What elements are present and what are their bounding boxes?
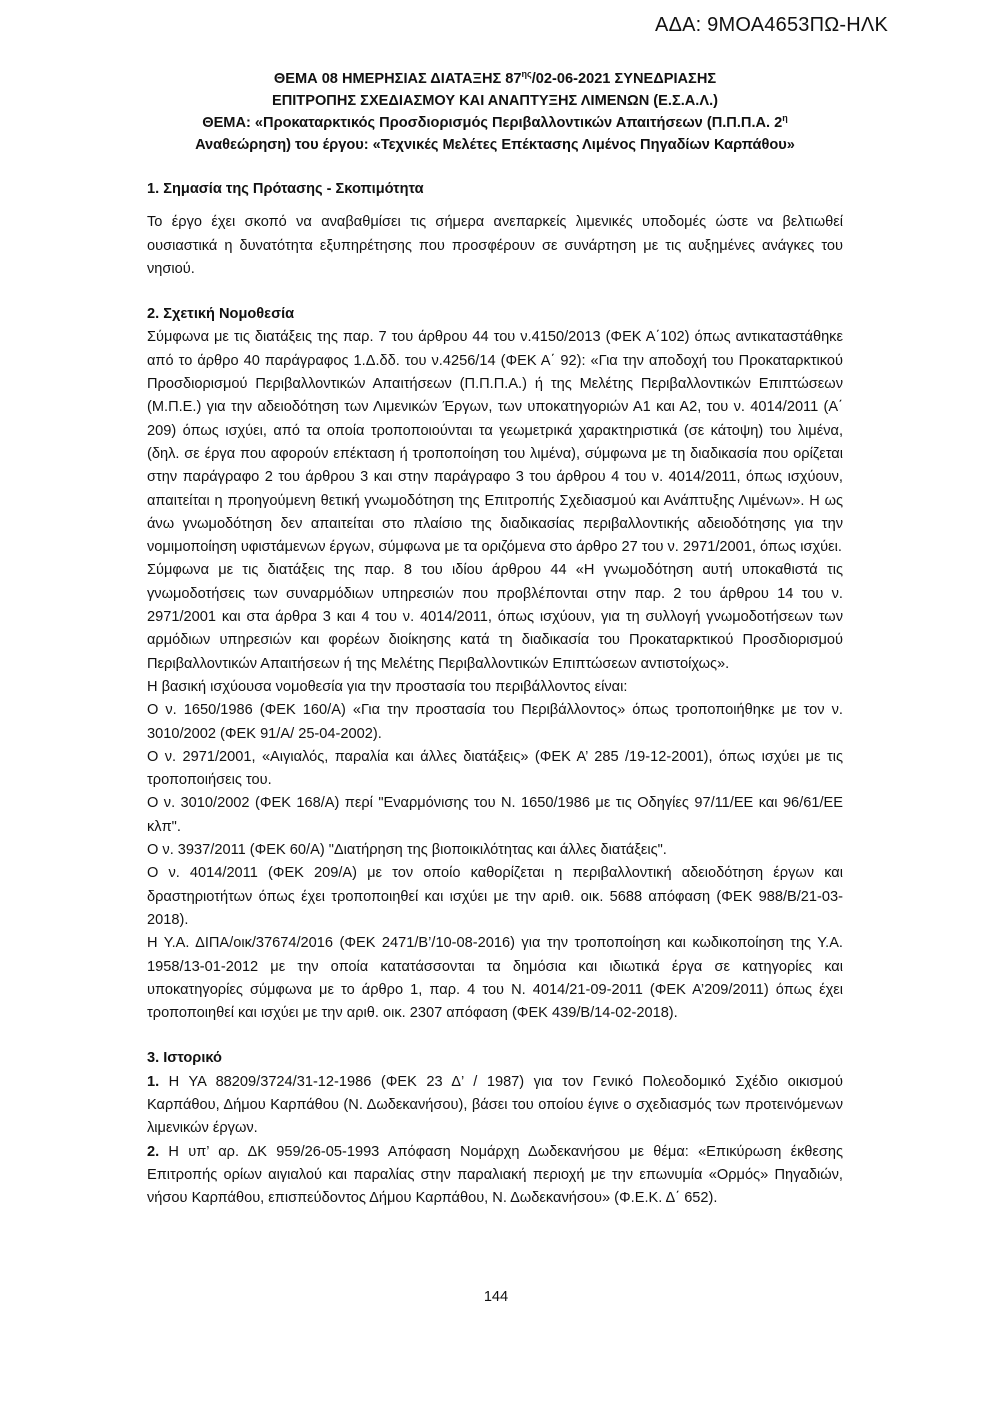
header-line-1-text: ΘΕΜΑ 08 ΗΜΕΡΗΣΙΑΣ ΔΙΑΤΑΞΗΣ 87 [273, 71, 522, 87]
section-1-text: Το έργο έχει σκοπό να αναβαθμίσει τις σήμερα ανεπαρκείς λιμενικές υποδομές ώστε να βελτιωθεί ουσιαστικά η δυνατότητα εξυπηρέτησης που προσφέρουν σε συνάρτηση με τις αυξημένες ανάγκες του νησιού. [147, 214, 843, 277]
history-item [147, 1071, 843, 1141]
section-2-paragraph: Σύμφωνα με τις διατάξεις της παρ. 7 του άρθρου 44 του ν.4150/2013 (ΦΕΚ Α΄102) όπως αντικαταστάθηκε από το άρθρο 40 παράγραφος 1.Δ.δδ. του ν.4256/14 (ΦΕΚ Α΄ 92): «Για την αποδοχή του Προκαταρκτικού Προσδιορισμού Περιβαλλοντικών Απαιτήσεων (Π.Π.Π.Α.) ή της Μελέτης Περιβαλλοντικών Επιπτώσεων (Μ.Π.Ε.) για την αδειοδότηση των Λιμενικών Έργων, των υποκατηγοριών Α1 και Α2, του ν. 4014/2011 (Α΄ 209) όπως ισχύει, από τα οποία τροποποιούνται τα γεωμετρικά χαρακτηριστικά (σε κάτοψη) του λιμένα, (δηλ. σε έργα που αφορούν επέκταση ή τροποποίηση του λιμένα), σύμφωνα με τη διαδικασία που ορίζεται στην παράγραφο 2 του άρθρου 3 και στην παράγραφο 3 του άρθρου 4 του ν. 4014/2011, όπως ισχύουν, απαιτείται η προηγούμενη θετική γνωμοδότηση της Επιτροπής Σχεδιασμού και Ανάπτυξης Λιμένων». Η ως άνω γνωμοδότηση δεν απαιτείται στο πλαίσιο της διαδικασίας περιβαλλοντικής αδειοδότησης για την νομιμοποίηση υφιστάμενων έργων, σύμφωνα με τα οριζόμενα στο άρθρο 27 του ν. 2971/2001, όπως ισχύει. [147, 329, 843, 556]
history-item-text: Η ΥΑ 88209/3724/31-12-1986 (ΦΕΚ 23 Δ’ / 1987) για τον Γενικό Πολεοδομικό Σχέδιο οικισμού Καρπάθου, Δήμου Καρπάθου (Ν. Δωδεκανήσου), βάσει του οποίου έγινε ο σχεδιασμός των προτεινόμενων λιμενικών έργων. [147, 1073, 843, 1137]
history-item [147, 1141, 843, 1211]
section-1-heading: 1. Σημασία της Πρότασης - Σκοπιμότητα [147, 181, 424, 197]
header-line-3 [147, 112, 843, 134]
section-2-paragraph: Σύμφωνα με τις διατάξεις της παρ. 8 του ιδίου άρθρου 44 «Η γνωμοδότηση αυτή υποκαθιστά τις γνωμοδοτήσεις των συναρμόδιων υπηρεσιών που προβλέπονται στην παρ. 2 του άρθρου 14 του ν. 2971/2001 και στα άρθρα 3 και 4 του ν. 4014/2011, όπως ισχύουν, για τη συλλογή γνωμοδοτήσεων των αρμόδιων υπηρεσιών και φορέων διοίκησης κατά τη διαδικασία του Προκαταρκτικού Προσδιορισμού Περιβαλλοντικών Απαιτήσεων ή της Μελέτης Περιβαλλοντικών Επιπτώσεων αντιστοίχως». [147, 562, 843, 672]
section-2-heading: 2. Σχετική Νομοθεσία [147, 306, 295, 323]
header-line-4: Αναθεώρηση) του έργου: «Τεχνικές Μελέτες Επέκτασης Λιμένος Πηγαδίων Καρπάθου» [195, 137, 795, 153]
section-2-paragraph: Ο ν. 1650/1986 (ΦΕΚ 160/Α) «Για την προστασία του Περιβάλλοντος» όπως τροποποιήθηκε με τον ν. 3010/2002 (ΦΕΚ 91/Α/ 25-04-2002). [147, 702, 843, 742]
section-2-paragraph: Η Υ.Α. ΔΙΠΑ/οικ/37674/2016 (ΦΕΚ 2471/Β’/10-08-2016) για την τροποποίηση και κωδικοποίηση της Υ.Α. 1958/13-01-2012 με την οποία κατατάσσονται τα δημόσια και ιδιωτικά έργα σε κατηγορίες και υποκατηγορίες σύμφωνα με το άρθρο 1, παρ. 4 του Ν. 4014/21-09-2011 (ΦΕΚ Α’209/2011) όπως έχει τροποποιηθεί και ισχύει με την αριθ. οικ. 2307 απόφαση (ΦΕΚ 439/Β/14-02-2018). [147, 935, 843, 1022]
section-2-paragraph: Ο ν. 4014/2011 (ΦΕΚ 209/Α) με τον οποίο καθορίζεται η περιβαλλοντική αδειοδότηση έργων και δραστηριοτήτων όπως έχει τροποποιηθεί και ισχύει με την αριθ. οικ. 5688 απόφαση (ΦΕΚ 988/Β/21-03-2018). [147, 865, 843, 928]
header-line-2: ΕΠΙΤΡΟΠΗΣ ΣΧΕΔΙΑΣΜΟΥ ΚΑΙ ΑΝΑΠΤΥΞΗΣ ΛΙΜΕΝΩΝ (Ε.Σ.Α.Λ.) [271, 93, 719, 109]
page-number: 144 [483, 1289, 509, 1305]
section-2-paragraph: Ο ν. 3937/2011 (ΦΕΚ 60/Α) "Διατήρηση της βιοποικιλότητας και άλλες διατάξεις". [147, 842, 667, 859]
document-body [147, 68, 843, 1210]
history-item-number: 2. [147, 1143, 160, 1160]
header-line-1-sup: ης [521, 69, 532, 80]
section-3-heading: 3. Ιστορικό [147, 1050, 222, 1067]
header-line-3-text: ΘΕΜΑ: «Προκαταρκτικός Προσδιορισμός Περιβαλλοντικών Απαιτήσεων (Π.Π.Π.Α. 2 [202, 115, 783, 131]
section-2-paragraph: Ο ν. 3010/2002 (ΦΕΚ 168/Α) περί "Εναρμόνισης του Ν. 1650/1986 με τις Οδηγίες 97/11/ΕΕ και 96/61/ΕΕ κλπ". [147, 795, 843, 835]
header-line-3-sup: η [782, 113, 788, 124]
history-item-text: Η υπ’ αρ. ΔΚ 959/26-05-1993 Απόφαση Νομάρχη Δωδεκανήσου με θέμα: «Επικύρωση έκθεσης Επιτροπής ορίων αιγιαλού και παραλίας στην παραλιακή περιοχή με την επωνυμία «Ορμός» Πηγαδιών, νήσου Καρπάθου, επισπεύδοντος Δήμου Καρπάθου, Ν. Δωδεκανήσου» (Φ.Ε.Κ. Δ΄ 652). [147, 1143, 843, 1207]
history-item-number: 1. [147, 1073, 160, 1090]
ada-identifier: ΑΔΑ: 9ΜΟΑ4653ΠΩ-ΗΛΚ [655, 14, 888, 36]
section-2-paragraph: Ο ν. 2971/2001, «Αιγιαλός, παραλία και άλλες διατάξεις» (ΦΕΚ Α’ 285 /19-12-2001), όπως ισχύει με τις τροποποιήσεις του. [147, 748, 843, 789]
header-line-1 [147, 68, 843, 90]
section-2-paragraph: Η βασική ισχύουσα νομοθεσία για την προστασία του περιβάλλοντος είναι: [147, 678, 628, 695]
header-line-1-date: /02-06-2021 ΣΥΝΕΔΡΙΑΣΗΣ [531, 71, 717, 87]
